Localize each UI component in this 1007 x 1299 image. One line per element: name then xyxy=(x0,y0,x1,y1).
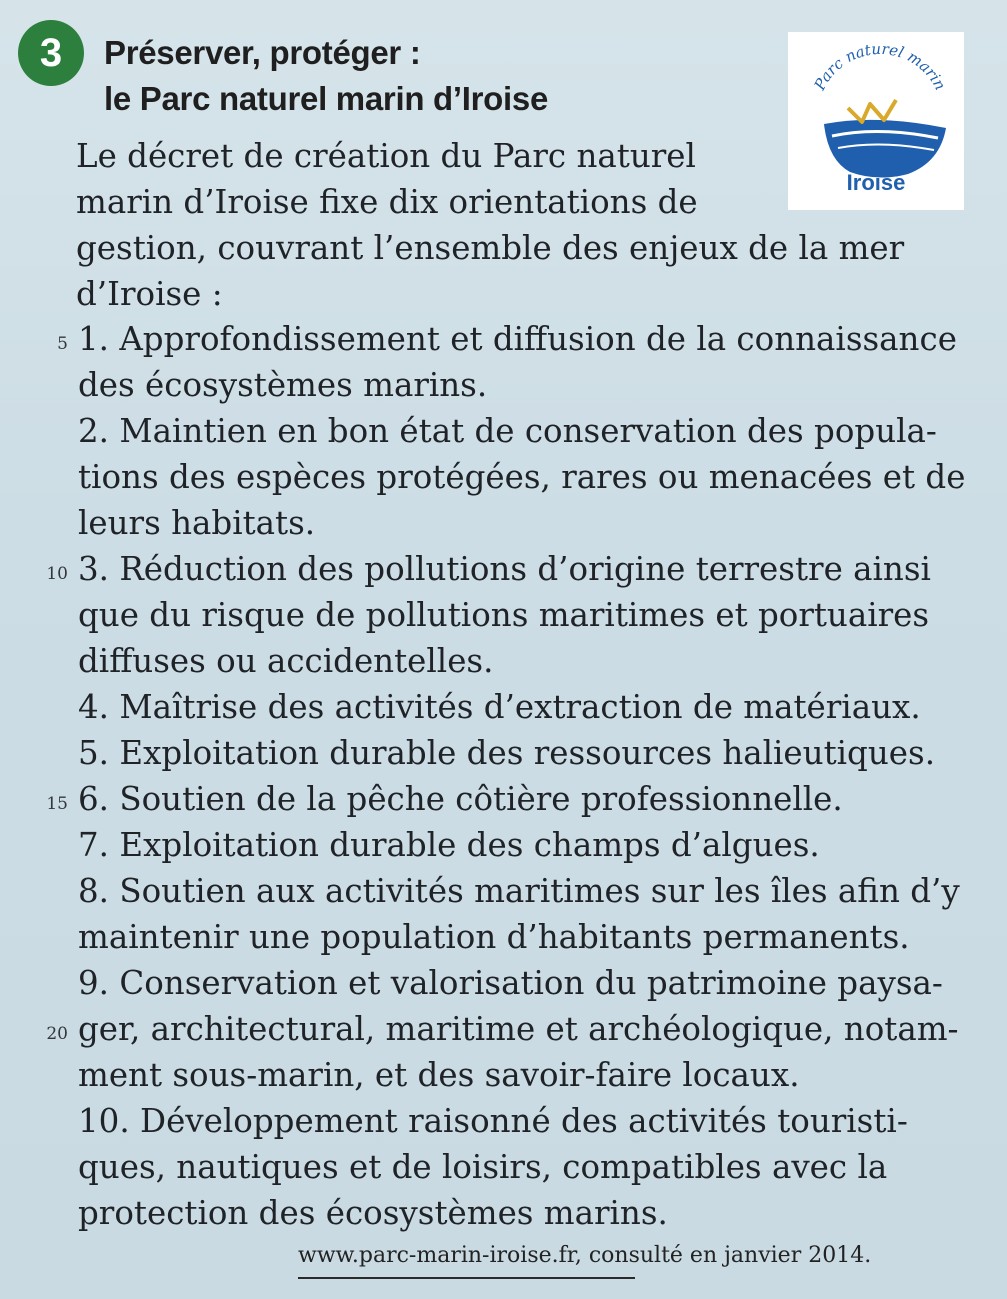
list-line: protection des écosystèmes marins. xyxy=(78,1194,668,1232)
list-line: 7. Exploitation durable des champs d’algues. xyxy=(78,826,820,864)
list-line: maintenir une population d’habitants permanents. xyxy=(78,918,910,956)
list-line: 9. Conservation et valorisation du patrimoine paysa- xyxy=(78,964,943,1002)
list-line: 3. Réduction des pollutions d’origine terrestre ainsi xyxy=(78,550,931,588)
line-number-15: 15 xyxy=(46,794,68,814)
list-line: tions des espèces protégées, rares ou menacées et de xyxy=(78,458,966,496)
intro-paragraph xyxy=(76,133,966,317)
logo-name-text: Iroise xyxy=(846,170,906,195)
svg-text:Parc naturel marin xyxy=(810,40,949,94)
list-line: leurs habitats. xyxy=(78,504,316,542)
logo-gold-mark xyxy=(848,100,896,122)
list-line: ger, architectural, maritime et archéologique, notam- xyxy=(78,1010,959,1048)
source-citation: www.parc-marin-iroise.fr, consulté en janvier 2014. xyxy=(298,1243,872,1268)
line-number-10: 10 xyxy=(46,564,68,584)
line-number-20: 20 xyxy=(46,1024,68,1044)
intro-line: marin d’Iroise fixe dix orientations de xyxy=(76,183,698,221)
logo-arc-text: Parc naturel marin xyxy=(810,39,950,94)
list-line: ment sous-marin, et des savoir-faire locaux. xyxy=(78,1056,800,1094)
list-line: ques, nautiques et de loisirs, compatibles avec la xyxy=(78,1148,888,1186)
list-line: des écosystèmes marins. xyxy=(78,366,488,404)
line-number-5: 5 xyxy=(57,334,68,354)
intro-line: d’Iroise : xyxy=(76,275,223,313)
list-line: que du risque de pollutions maritimes et portuaires xyxy=(78,596,930,634)
orientations-list xyxy=(78,316,968,1236)
intro-line: Le décret de création du Parc naturel xyxy=(76,137,696,175)
intro-line: gestion, couvrant l’ensemble des enjeux de la mer xyxy=(76,229,905,267)
title-line-1: Préserver, protéger : xyxy=(104,34,421,71)
list-line: 1. Approfondissement et diffusion de la connaissance xyxy=(78,320,957,358)
title-line-2: le Parc naturel marin d’Iroise xyxy=(104,80,549,117)
list-line: diffuses ou accidentelles. xyxy=(78,642,494,680)
document-title xyxy=(104,30,548,122)
list-line: 6. Soutien de la pêche côtière professionnelle. xyxy=(78,780,843,818)
section-number-badge: 3 xyxy=(18,20,84,86)
list-line: 10. Développement raisonné des activités touristi- xyxy=(78,1102,908,1140)
list-line: 4. Maîtrise des activités d’extraction de matériaux. xyxy=(78,688,921,726)
source-underline xyxy=(298,1277,635,1279)
list-line: 8. Soutien aux activités maritimes sur les îles afin d’y xyxy=(78,872,960,910)
list-line: 5. Exploitation durable des ressources halieutiques. xyxy=(78,734,936,772)
list-line: 2. Maintien en bon état de conservation des popula- xyxy=(78,412,937,450)
